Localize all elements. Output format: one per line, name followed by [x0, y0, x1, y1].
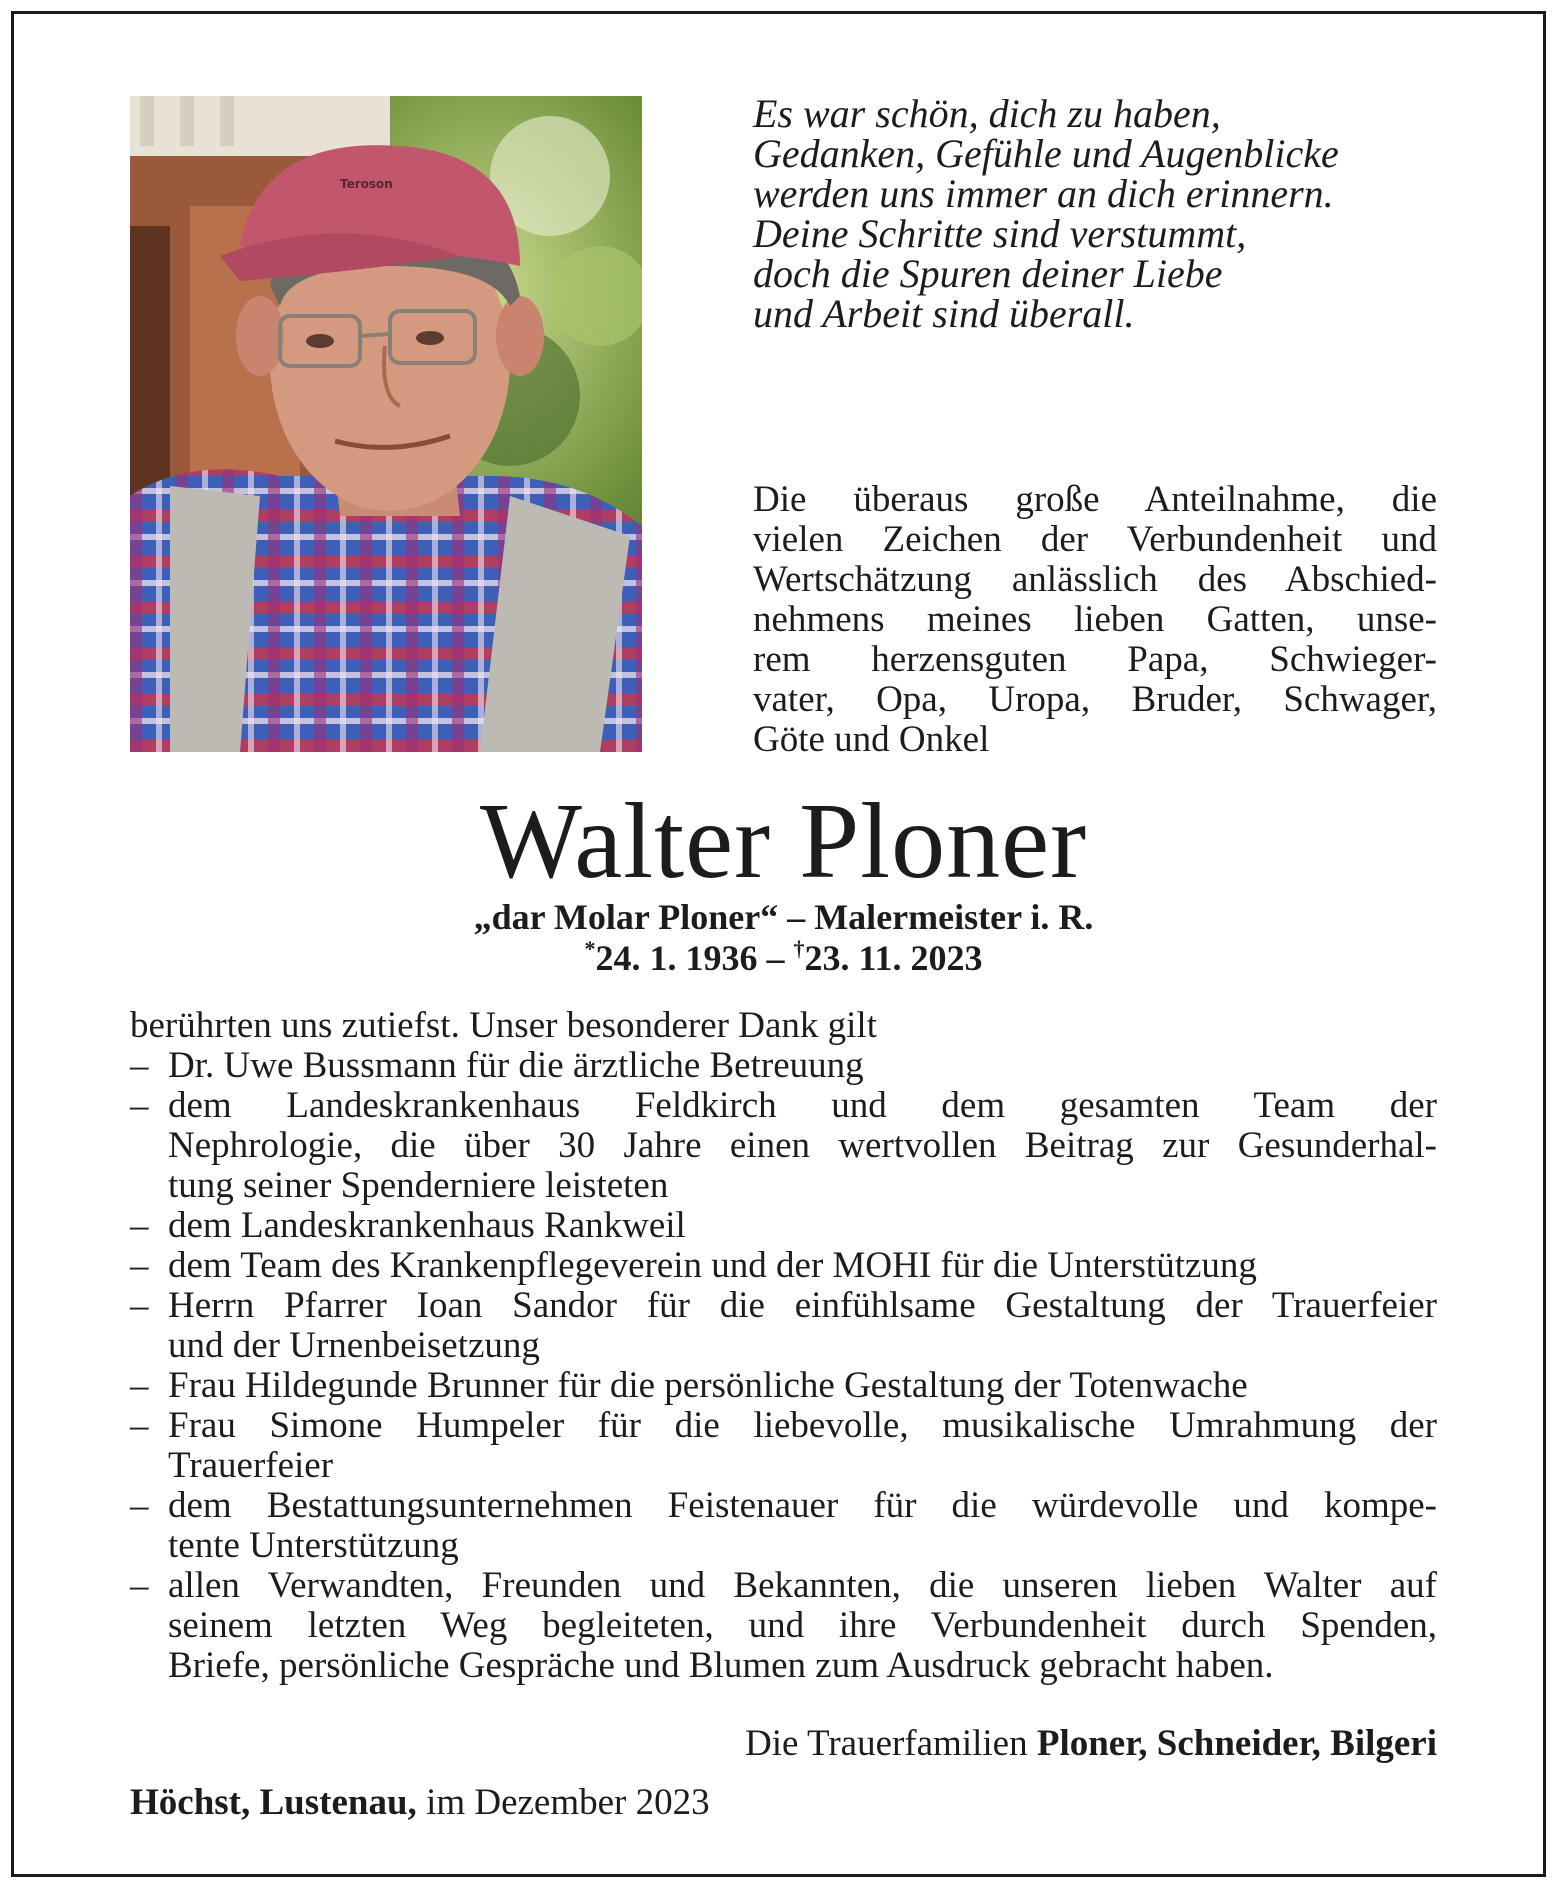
intro-line: Göte und Onkel: [753, 719, 990, 760]
thanks-item-line: seinem letzten Weg begleiteten, und ihre Verbundenheit durch Spenden,: [168, 1605, 1437, 1646]
thanks-item-line: dem Team des Krankenpflegeverein und der MOHI für die Unterstützung: [168, 1245, 1257, 1286]
thanks-item-line: Trauerfeier: [168, 1445, 334, 1486]
thanks-item-line: Frau Simone Humpeler für die liebevolle, musikalische Umrahmung der: [168, 1405, 1437, 1446]
place: Höchst, Lustenau,: [130, 1782, 417, 1823]
thanks-item: [130, 1366, 1437, 1406]
signature-families: Ploner, Schneider, Bilgeri: [1036, 1723, 1437, 1764]
thanks-item-line: und der Urnenbeisetzung: [168, 1325, 540, 1366]
thanks-item: [130, 1246, 1437, 1286]
deceased-subtitle: „dar Molar Ploner“ – Malermeister i. R.: [473, 897, 1094, 937]
thanks-item-line: dem Bestattungsunternehmen Feistenauer für die würdevolle und kompe-: [168, 1485, 1437, 1526]
thanks-list: [130, 1046, 1437, 1686]
dash-bullet: –: [130, 1565, 149, 1606]
thanks-item-line: tente Unterstützung: [168, 1525, 459, 1566]
dash-bullet: –: [130, 1045, 149, 1086]
thanks-item-line: allen Verwandten, Freunden und Bekannten, die unseren lieben Walter auf: [168, 1565, 1437, 1606]
deceased-name: Walter Ploner: [479, 782, 1088, 901]
poem-line: Deine Schritte sind verstummt,: [753, 211, 1247, 256]
thanks-item-line: Nephrologie, die über 30 Jahre einen wertvollen Beitrag zur Gesunderhal-: [168, 1125, 1437, 1166]
birth-symbol: *: [584, 936, 596, 961]
poem-line: Gedanken, Gefühle und Augenblicke: [753, 131, 1339, 176]
dash-bullet: –: [130, 1405, 149, 1446]
poem-line: und Arbeit sind überall.: [753, 291, 1135, 336]
intro-paragraph: [753, 480, 1437, 760]
dash-bullet: –: [130, 1485, 149, 1526]
poem-line: werden uns immer an dich erinnern.: [753, 171, 1334, 216]
memorial-poem: [753, 91, 1453, 336]
thanks-item: [130, 1046, 1437, 1086]
dash-bullet: –: [130, 1205, 149, 1246]
thanks-item-line: dem Landeskrankenhaus Feldkirch und dem gesamten Team der: [168, 1085, 1437, 1126]
thanks-item-line: Briefe, persönliche Gespräche und Blumen zum Ausdruck gebracht haben.: [168, 1645, 1274, 1686]
date-separator: –: [757, 938, 794, 978]
death-date: 23. 11. 2023: [804, 938, 983, 978]
thanks-item-line: Herrn Pfarrer Ioan Sandor für die einfühlsame Gestaltung der Trauerfeier: [168, 1285, 1437, 1326]
poem-line: Es war schön, dich zu haben,: [753, 91, 1221, 136]
dash-bullet: –: [130, 1245, 149, 1286]
thanks-item: [130, 1566, 1437, 1686]
thanks-item: [130, 1086, 1437, 1206]
thanks-item: [130, 1206, 1437, 1246]
thanks-item-line: Frau Hildegunde Brunner für die persönliche Gestaltung der Totenwache: [168, 1365, 1248, 1406]
date: im Dezember 2023: [416, 1782, 710, 1823]
dash-bullet: –: [130, 1085, 149, 1126]
intro-line: vater, Opa, Uropa, Bruder, Schwager,: [753, 679, 1437, 720]
cap-logo-text: Teroson: [340, 177, 393, 191]
intro-line: rem herzensguten Papa, Schwieger-: [753, 639, 1437, 680]
thanks-item-line: tung seiner Spenderniere leisteten: [168, 1165, 669, 1206]
thanks-section: [130, 1006, 1437, 1686]
place-date: [130, 1781, 710, 1825]
intro-line: Wertschätzung anlässlich des Abschied-: [753, 559, 1437, 600]
dash-bullet: –: [130, 1285, 149, 1326]
birth-date: 24. 1. 1936: [595, 938, 758, 978]
thanks-item-line: dem Landeskrankenhaus Rankweil: [168, 1205, 686, 1246]
signature-prefix: Die Trauerfamilien: [745, 1723, 1037, 1764]
thanks-item: [130, 1406, 1437, 1486]
intro-line: nehmens meines lieben Gatten, unse-: [753, 599, 1437, 640]
thanks-item: [130, 1286, 1437, 1366]
dash-bullet: –: [130, 1365, 149, 1406]
life-dates: [0, 937, 1567, 979]
thanks-item-line: Dr. Uwe Bussmann für die ärztliche Betreuung: [168, 1045, 864, 1086]
thanks-item: [130, 1486, 1437, 1566]
thanks-lead: berührten uns zutiefst. Unser besonderer Dank gilt: [130, 1005, 877, 1046]
intro-line: vielen Zeichen der Verbundenheit und: [753, 519, 1437, 560]
signature: [745, 1722, 1437, 1766]
intro-line: Die überaus große Anteilnahme, die: [753, 479, 1437, 520]
poem-line: doch die Spuren deiner Liebe: [753, 251, 1223, 296]
death-symbol: †: [793, 936, 805, 961]
portrait-photo: [130, 96, 642, 752]
